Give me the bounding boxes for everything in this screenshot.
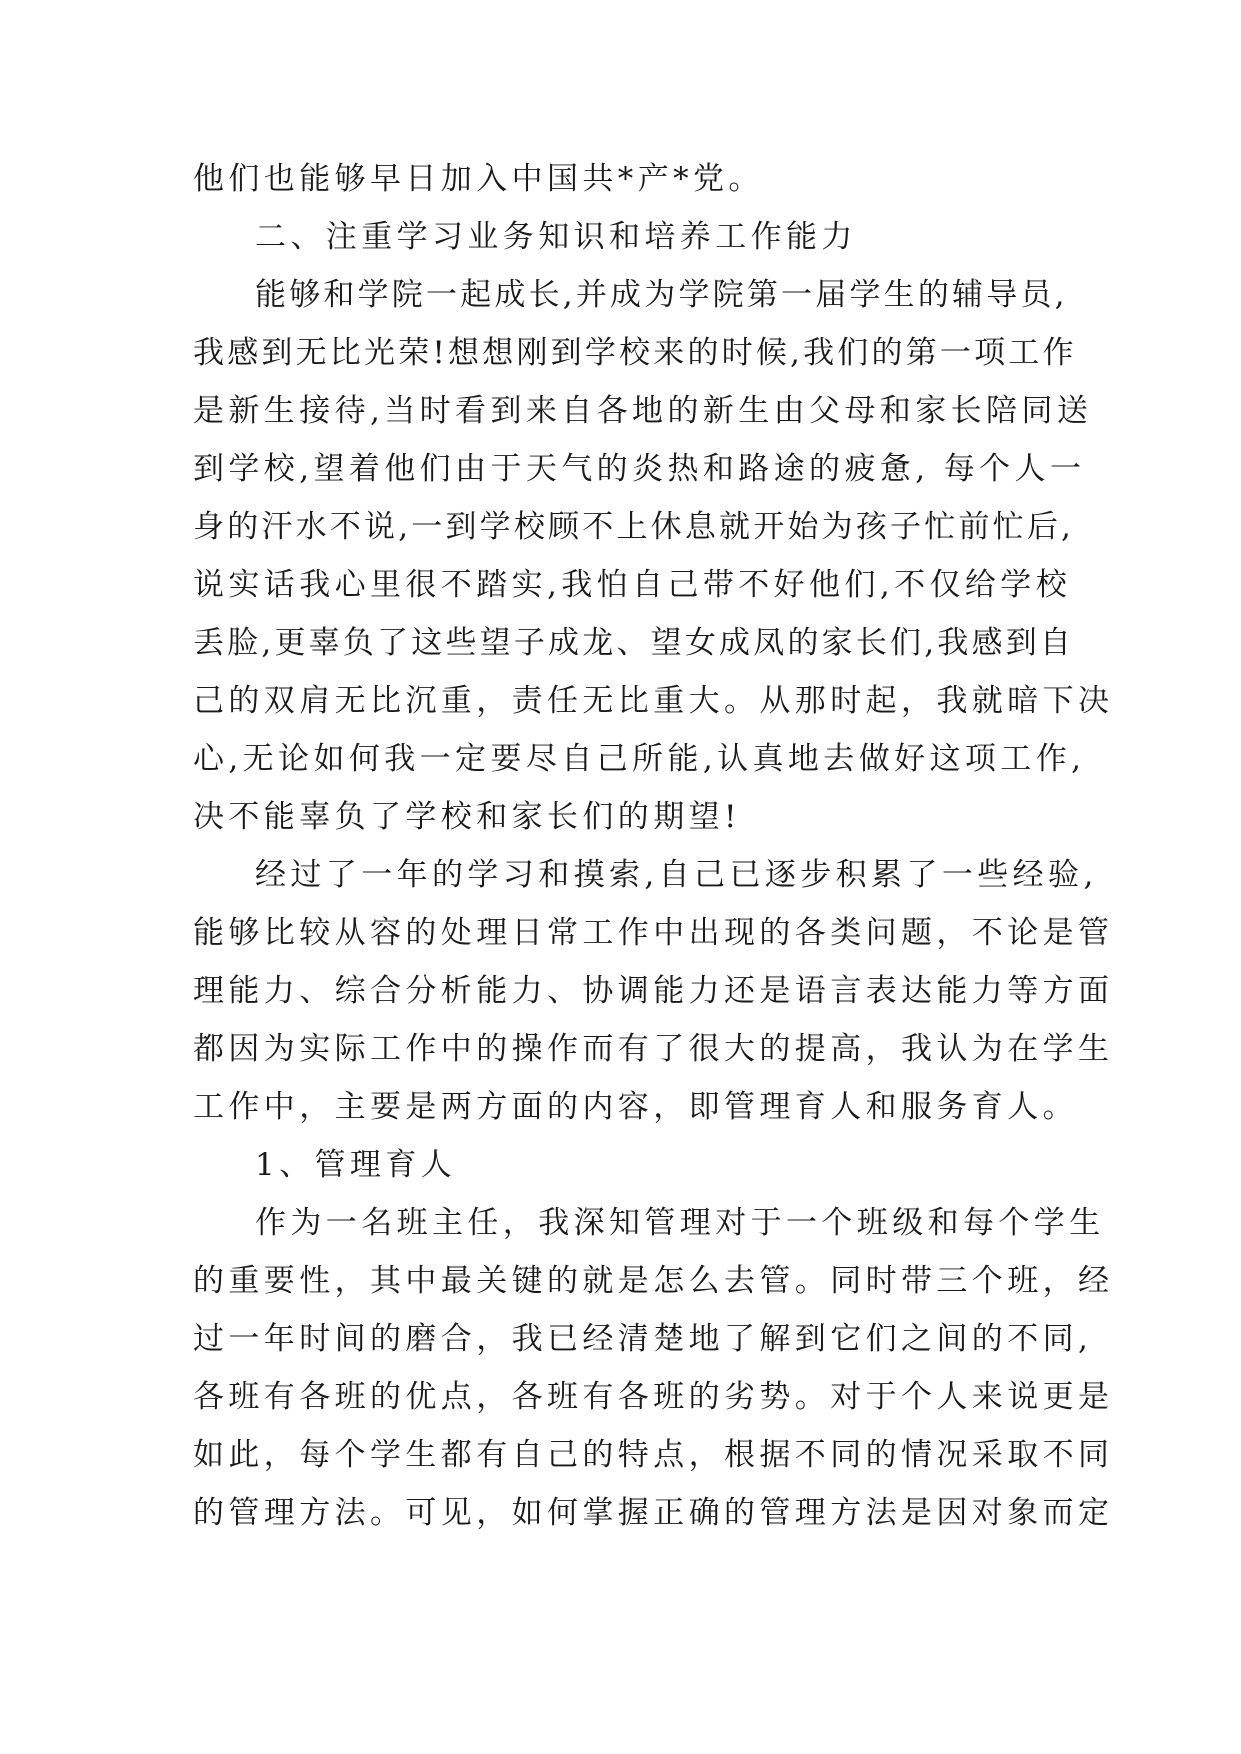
text-line: 己的双肩无比沉重，责任无比重大。从那时起，我就暗下决 — [193, 683, 1114, 719]
text-line: 决不能辜负了学校和家长们的期望! — [193, 799, 741, 835]
text-line: 他们也能够早日加入中国共*产*党。 — [193, 161, 764, 197]
text-line: 各班有各班的优点，各班有各班的劣势。对于个人来说更是 — [193, 1379, 1114, 1415]
text-line: 能够比较从容的处理日常工作中出现的各类问题，不论是管 — [193, 915, 1114, 951]
text-line: 丢脸,更辜负了这些望子成龙、望女成凤的家长们,我感到自 — [193, 625, 1075, 661]
text-line: 我感到无比光荣!想想刚到学校来的时候,我们的第一项工作 — [193, 335, 1077, 371]
subsection-heading: 1、管理育人 — [255, 1147, 457, 1183]
text-line: 工作中，主要是两方面的内容，即管理育人和服务育人。 — [193, 1089, 1078, 1125]
text-line: 心,无论如何我一定要尽自己所能,认真地去做好这项工作, — [193, 741, 1086, 777]
text-line: 身的汗水不说,一到学校顾不上休息就开始为孩子忙前忙后, — [193, 509, 1075, 545]
text-line: 理能力、综合分析能力、协调能力还是语言表达能力等方面 — [193, 973, 1114, 1009]
text-line: 过一年时间的磨合，我已经清楚地了解到它们之间的不同, — [193, 1321, 1093, 1357]
text-line: 如此，每个学生都有自己的特点，根据不同的情况采取不同 — [193, 1437, 1114, 1473]
text-line: 是新生接待,当时看到来自各地的新生由父母和家长陪同送 — [193, 393, 1093, 429]
text-line: 说实话我心里很不踏实,我怕自己带不好他们,不仅给学校 — [193, 567, 1072, 603]
text-line: 的管理方法。可见，如何掌握正确的管理方法是因对象而定 — [193, 1495, 1114, 1531]
section-heading: 二、注重学习业务知识和培养工作能力 — [255, 219, 857, 255]
text-line: 的重要性，其中最关键的就是怎么去管。同时带三个班，经 — [193, 1263, 1114, 1299]
text-line: 到学校,望着他们由于天气的炎热和路途的疲惫, 每个人一 — [193, 451, 1086, 487]
paragraph-first-line: 能够和学院一起成长,并成为学院第一届学生的辅导员, — [255, 277, 1068, 313]
paragraph-first-line: 作为一名班主任，我深知管理对于一个班级和每个学生 — [255, 1205, 1105, 1241]
text-line: 都因为实际工作中的操作而有了很大的提高，我认为在学生 — [193, 1031, 1114, 1067]
body-text — [193, 150, 1114, 1542]
paragraph-first-line: 经过了一年的学习和摸索,自己已逐步积累了一些经验, — [255, 857, 1098, 893]
